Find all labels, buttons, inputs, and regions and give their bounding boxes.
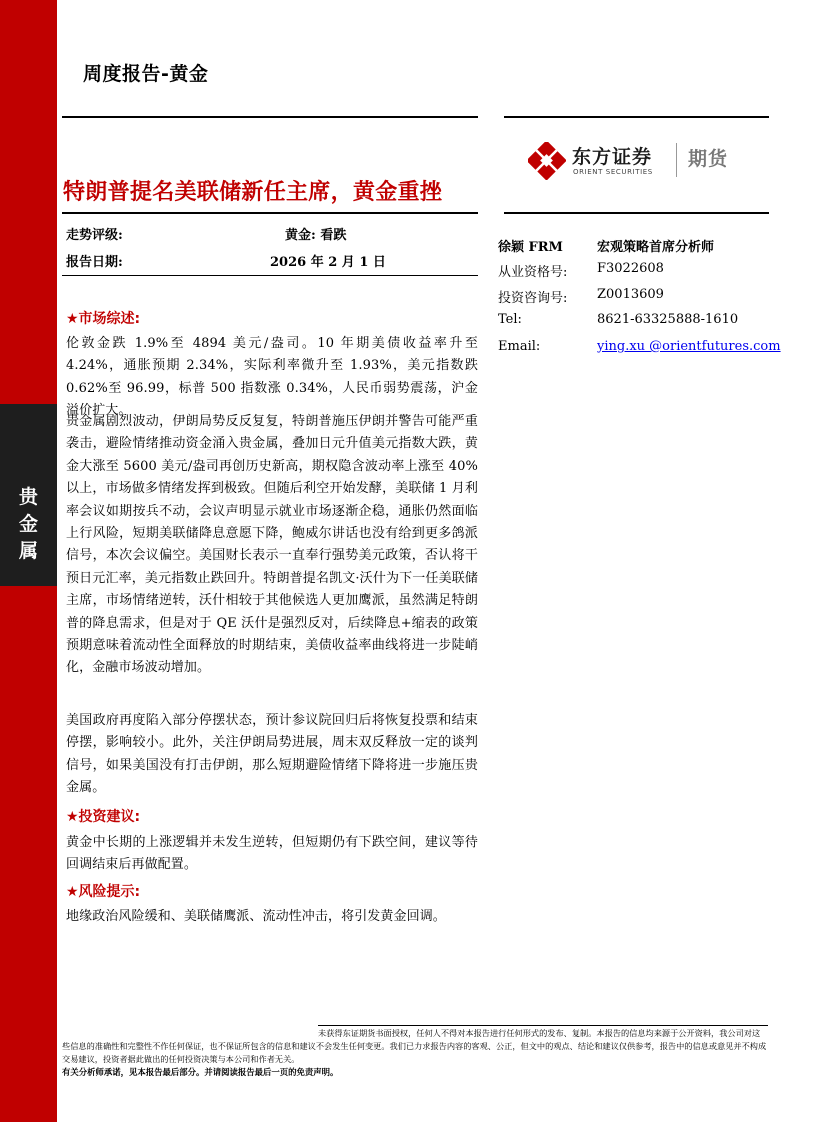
market-paragraph-1: 伦敦金跌 1.9%至 4894 美元/盎司。10 年期美债收益率升至 4.24%，通胀预期 2.34%，实际利率微升至 1.93%，美元指数跌 0.62%至 96.99，标普 500 指数涨 0.34%，人民币弱势震荡，沪金溢价扩大。 [66, 336, 478, 419]
analyst-tel-label: Tel: [498, 312, 522, 327]
report-date-label: 报告日期: [66, 255, 123, 270]
sidebar-char: 贵 [18, 486, 38, 508]
disclaimer-text: 未获得东证期货书面授权，任何人不得对本报告进行任何形式的发布、复制。本报告的信息均来源于公开资料，我公司对这些信息的准确性和完整性不作任何保证，也不保证所包含的信息和建议不会发生任何变更。我们已力求报告内容的客观、公正，但文中的观点、结论和建议仅供参考，报告中的信息或意见并不构成交易建议，投资者据此做出的任何投资决策与本公司和作者无关。 [62, 1028, 767, 1065]
logo-english-name: ORIENT SECURITIES [573, 168, 653, 176]
sidebar-char: 金 [18, 513, 38, 535]
logo-separator [676, 143, 677, 177]
section-heading-risk: ★风险提示: [66, 884, 141, 900]
analyst-consult-label: 投资咨询号: [498, 291, 568, 306]
invest-paragraph: 黄金中长期的上涨逻辑并未发生逆转，但短期仍有下跌空间，建议等待回调结束后再做配置。 [66, 835, 478, 873]
report-title: 特朗普提名美联储新任主席，黄金重挫 [63, 180, 443, 205]
analyst-consult-value: Z0013609 [597, 287, 664, 302]
report-date-value: 2026 年 2 月 1 日 [270, 255, 386, 270]
risk-paragraph: 地缘政治风险缓和、美联储鹰派、流动性冲击，将引发黄金回调。 [66, 909, 446, 924]
analyst-role: 宏观策略首席分析师 [597, 240, 715, 255]
disclaimer-divider [318, 1025, 768, 1026]
sidebar-category-label [0, 484, 57, 565]
market-paragraph-3: 美国政府再度陷入部分停摆状态，预计参议院回归后将恢复投票和结束停摆，影响较小。此外，关注伊朗局势进展，周末双反释放一定的谈判信号，如果美国没有打击伊朗，那么短期避险情绪下降将进一步施压贵金属。 [66, 713, 478, 796]
header-divider-left [62, 116, 478, 118]
analyst-license-label: 从业资格号: [498, 265, 568, 280]
company-logo [528, 141, 768, 179]
analyst-email-link[interactable]: ying.xu @orientfutures.com [597, 339, 781, 354]
disclaimer-bold-note: 有关分析师承诺，见本报告最后部分。并请阅读报告最后一页的免责声明。 [62, 1067, 339, 1077]
analyst-tel-value: 8621-63325888-1610 [597, 312, 739, 327]
logo-chinese-name: 东方证券 [572, 146, 653, 168]
section-heading-invest: ★投资建议: [66, 809, 141, 825]
meta-divider [62, 275, 478, 276]
market-paragraph-2: 贵金属剧烈波动，伊朗局势反反复复，特朗普施压伊朗并警告可能严重袭击，避险情绪推动资金涌入贵金属，叠加日元升值美元指数大跌，黄金大涨至 5600 美元/盎司再创历史新高，期权隐含波动率上涨至 40%以上，市场做多情绪发挥到极致。但随后利空开始发酵，美联储 1 月利率会议如期按兵不动，会议声明显示就业市场逐渐企稳，通胀仍然面临上行风险，短期美联储降息意愿下降，鲍威尔讲话也没有给到更多鸽派信号，本次会议偏空。美国财长表示一直奉行强势美元政策，否认将干预日元汇率，美元指数止跌回升。特朗普提名凯文·沃什为下一任美联储主席，市场情绪逆转，沃什相较于其他候选人更加鹰派，虽然满足特朗普的降息需求，但是对于 QE 沃什是强烈反对，后续降息+缩表的政策预期意味着流动性全面释放的时期结束，美债收益率曲线将进一步陡峭化，金融市场波动增加。 [66, 414, 478, 676]
logo-futures: 期货 [688, 148, 729, 170]
title-divider-left [62, 212, 478, 214]
analyst-email-label: Email: [498, 339, 541, 354]
trend-rating-label: 走势评级: [66, 228, 123, 243]
title-divider-right [504, 212, 769, 214]
section-heading-market: ★市场综述: [66, 311, 141, 327]
header-divider-right [504, 116, 769, 118]
analyst-license-value: F3022608 [597, 261, 664, 276]
page-header-title: 周度报告-黄金 [83, 63, 209, 85]
logo-diamond-icon [528, 142, 566, 180]
analyst-name: 徐颖 FRM [498, 240, 563, 255]
sidebar-char: 属 [18, 540, 38, 562]
trend-rating-value: 黄金: 看跌 [285, 228, 347, 243]
